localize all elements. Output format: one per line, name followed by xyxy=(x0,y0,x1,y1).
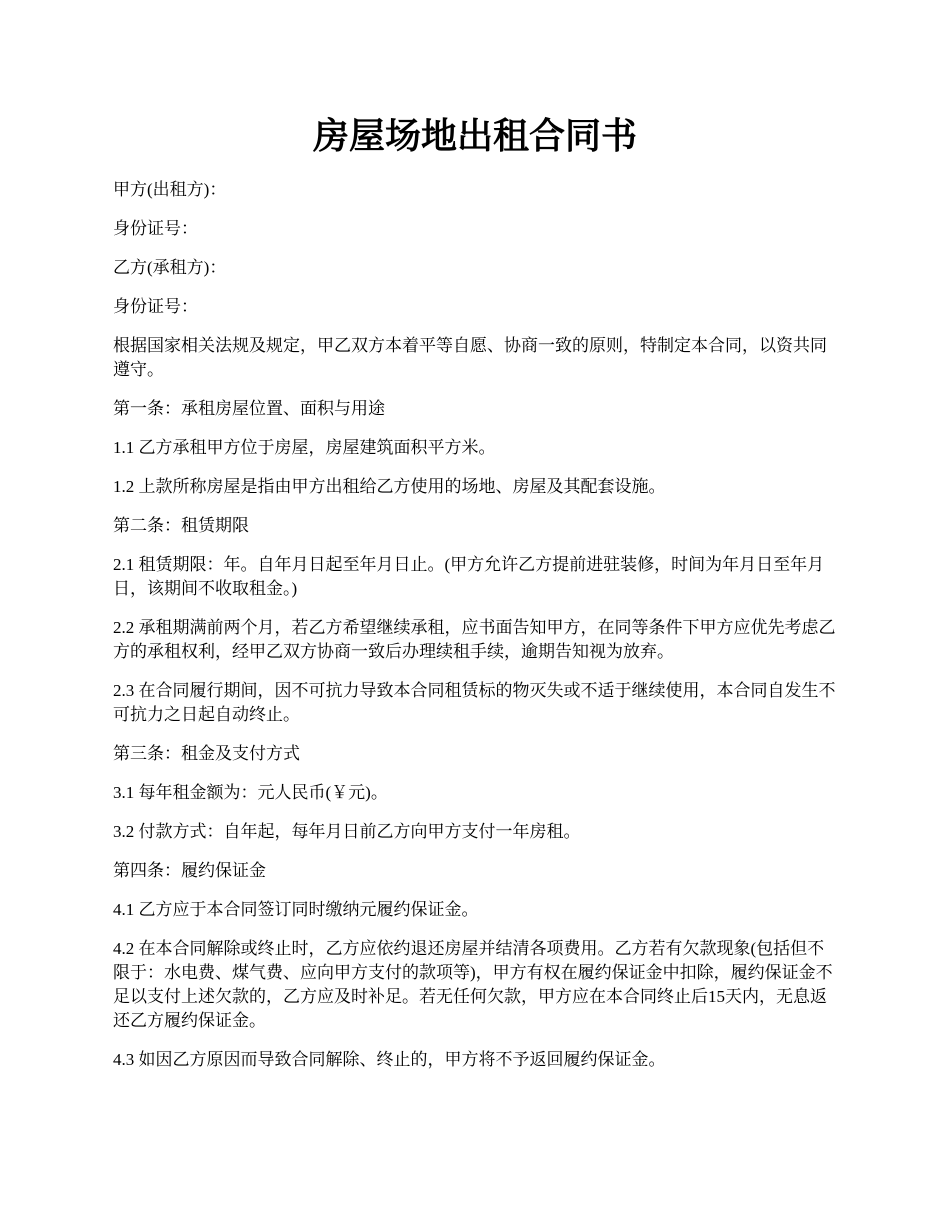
clause-2-1: 2.1 租赁期限：年。自年月日起至年月日止。(甲方允许乙方提前进驻装修，时间为年月日至年月日，该期间不收取租金。) xyxy=(113,555,825,598)
party-b-id-label: 身份证号： xyxy=(113,297,198,316)
clause-2-3: 2.3 在合同履行期间，因不可抗力导致本合同租赁标的物灭失或不适于继续使用，本合同自发生不可抗力之日起自动终止。 xyxy=(113,681,836,724)
clause-3-1: 3.1 每年租金额为：元人民币(￥元)。 xyxy=(113,783,388,802)
article-1-heading: 第一条：承租房屋位置、面积与用途 xyxy=(113,399,385,418)
clause-3-2: 3.2 付款方式：自年起，每年月日前乙方向甲方支付一年房租。 xyxy=(113,822,581,841)
party-a-id-label: 身份证号： xyxy=(113,219,198,238)
clause-2-2: 2.2 承租期满前两个月，若乙方希望继续承租，应书面告知甲方，在同等条件下甲方应优先考虑乙方的承租权利，经甲乙双方协商一致后办理续租手续，逾期告知视为放弃。 xyxy=(113,618,836,661)
document-title: 房屋场地出租合同书 xyxy=(312,115,637,157)
clause-4-2: 4.2 在本合同解除或终止时，乙方应依约退还房屋并结清各项费用。乙方若有欠款现象(包括但不限于：水电费、煤气费、应向甲方支付的款项等)，甲方有权在履约保证金中扣除，履约保证金不足以支付上述欠款的，乙方应及时补足。若无任何欠款，甲方应在本合同终止后15天内，无息返还乙方履约保证金。 xyxy=(113,939,833,1030)
party-b-label: 乙方(承租方)： xyxy=(113,258,227,277)
article-3-heading: 第三条：租金及支付方式 xyxy=(113,744,300,763)
preamble-paragraph: 根据国家相关法规及规定，甲乙双方本着平等自愿、协商一致的原则，特制定本合同，以资共同遵守。 xyxy=(113,336,827,379)
document-body xyxy=(113,178,841,1087)
article-2-heading: 第二条：租赁期限 xyxy=(113,516,249,535)
clause-1-1: 1.1 乙方承租甲方位于房屋，房屋建筑面积平方米。 xyxy=(113,438,496,457)
clause-1-2: 1.2 上款所称房屋是指由甲方出租给乙方使用的场地、房屋及其配套设施。 xyxy=(113,477,666,496)
article-4-heading: 第四条：履约保证金 xyxy=(113,861,266,880)
clause-4-1: 4.1 乙方应于本合同签订同时缴纳元履约保证金。 xyxy=(113,900,479,919)
party-a-label: 甲方(出租方)： xyxy=(113,180,227,199)
clause-4-3: 4.3 如因乙方原因而导致合同解除、终止的，甲方将不予返回履约保证金。 xyxy=(113,1050,666,1069)
